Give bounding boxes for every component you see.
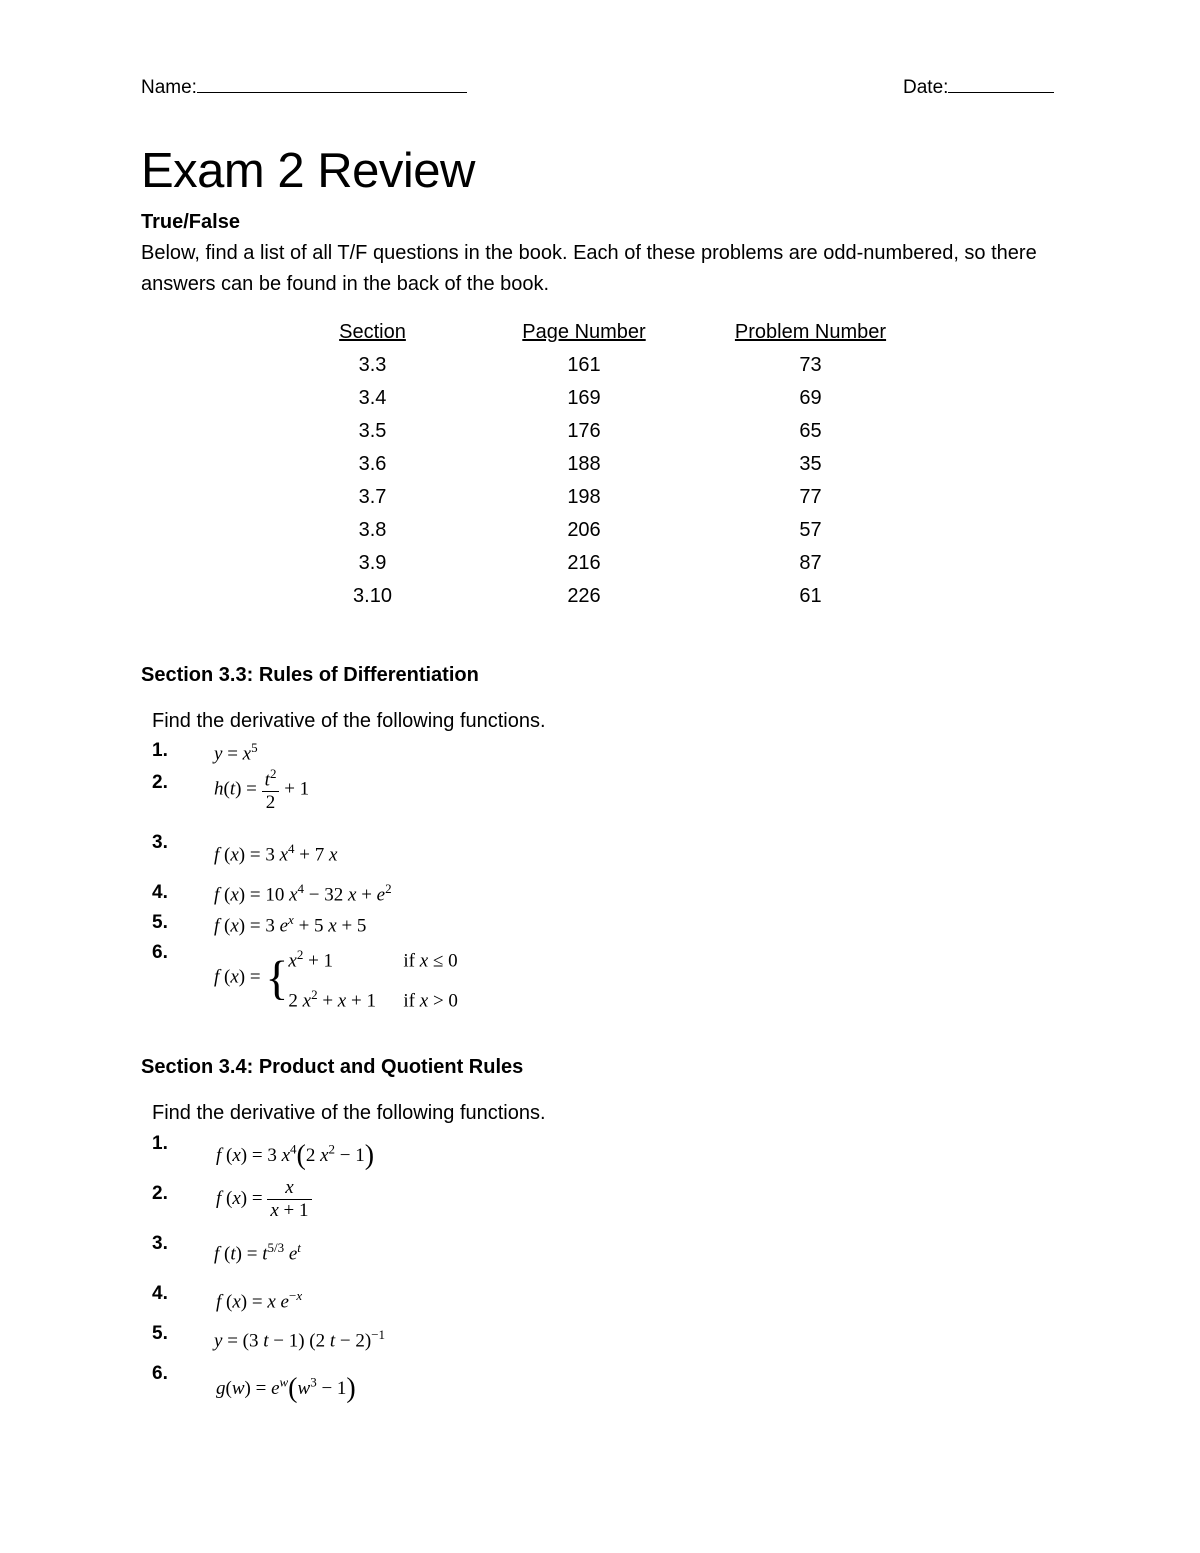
cell-problem: 35 [799,453,822,475]
cell-section: 3.10 [353,585,392,607]
date-field [903,74,1054,99]
true-false-description: Below, find a list of all T/F questions in the book. Each of these problems are odd-numbered, so there answers can be found in the back of the book. [141,242,1037,295]
cell-page: 176 [567,420,601,442]
true-false-table [290,316,970,613]
cell-section: 3.4 [358,387,387,409]
equation-3-3-2: h(t) = $\frac{t^2}{2}$ + 1 [214,766,310,814]
cell-problem: 57 [799,519,822,541]
cell-problem: 65 [799,420,822,442]
name-field [141,74,467,99]
equation-3-4-5: y = (3 t − 1) (2 t − 2)$^{-1}$ [214,1327,386,1352]
problem-number: 3. [152,1233,168,1254]
cell-section: 3.8 [358,519,387,541]
table-header [290,316,970,349]
name-label: Name: [141,77,197,98]
equation-3-4-3: f $(t) = t^{5/3}$ $e^t$ [214,1240,301,1265]
problem-number: 1. [152,740,168,761]
problem-number: 3. [152,832,168,853]
cell-page: 216 [567,552,601,574]
true-false-heading: True/False [141,211,240,233]
problem-number: 5. [152,912,168,933]
equation-3-3-5: f (x) = 3 $e^x + 5$ x + 5 [214,912,367,937]
cell-section: 3.6 [358,453,387,475]
table-row [290,547,970,580]
equation-3-3-6: f $(x) = \{x^2 + 1$ if x ≤ 0 2 $x^2 + x + 1$ if x > 0 [214,947,458,1012]
equation-3-3-3: f (x) = 3 $x^4 + 7$ x [214,841,338,866]
cell-section: 3.3 [358,354,387,376]
problem-number: 4. [152,1283,168,1304]
table-row [290,514,970,547]
cell-page: 161 [567,354,601,376]
equation-3-4-6: $g(w) = e^w(w^3 - 1)$ [216,1373,356,1404]
date-blank [948,74,1054,93]
column-header: Problem Number [734,321,887,343]
name-blank [197,74,467,93]
section-3-3-heading: Section 3.3: Rules of Differentiation [141,664,479,686]
equation-3-4-2: f (x) = $\frac{x}{x + 1}$ [216,1177,312,1222]
cell-page: 169 [567,387,601,409]
problem-number: 1. [152,1133,168,1154]
equation-3-3-4: f (x) = 10 $x^4 - 32$ $x + e^2$ [214,881,392,906]
cell-problem: 87 [799,552,822,574]
section-3-4-heading: Section 3.4: Product and Quotient Rules [141,1056,524,1078]
problem-number: 2. [152,772,168,793]
cell-problem: 61 [799,585,822,607]
table-row [290,382,970,415]
table-row [290,349,970,382]
section-3-3-instruction: Find the derivative of the following functions. [152,710,546,732]
problem-number: 6. [152,1363,168,1384]
cell-page: 226 [567,585,601,607]
problem-number: 2. [152,1183,168,1204]
problem-number: 6. [152,942,168,963]
cell-problem: 69 [799,387,822,409]
table-row [290,448,970,481]
problem-number: 4. [152,882,168,903]
cell-page: 198 [567,486,601,508]
cell-page: 188 [567,453,601,475]
table-row [290,481,970,514]
page-title: Exam 2 Review [141,144,475,198]
equation-3-4-1: f (x) = 3 $x^4(2$ $x^2 - 1$) [216,1140,375,1171]
date-label: Date: [903,77,949,98]
table-row [290,580,970,613]
cell-problem: 73 [799,354,822,376]
cell-page: 206 [567,519,601,541]
cell-section: 3.7 [358,486,387,508]
column-header: Section [339,321,406,343]
column-header: Page Number [522,321,646,343]
equation-3-4-4: f (x) = x $e^{-x}$ [216,1288,303,1313]
cell-section: 3.5 [358,420,387,442]
table-row [290,415,970,448]
problem-number: 5. [152,1323,168,1344]
section-3-4-instruction: Find the derivative of the following functions. [152,1102,546,1124]
cell-section: 3.9 [358,552,387,574]
equation-3-3-1: $y = x^5$ [214,740,258,765]
cell-problem: 77 [799,486,822,508]
